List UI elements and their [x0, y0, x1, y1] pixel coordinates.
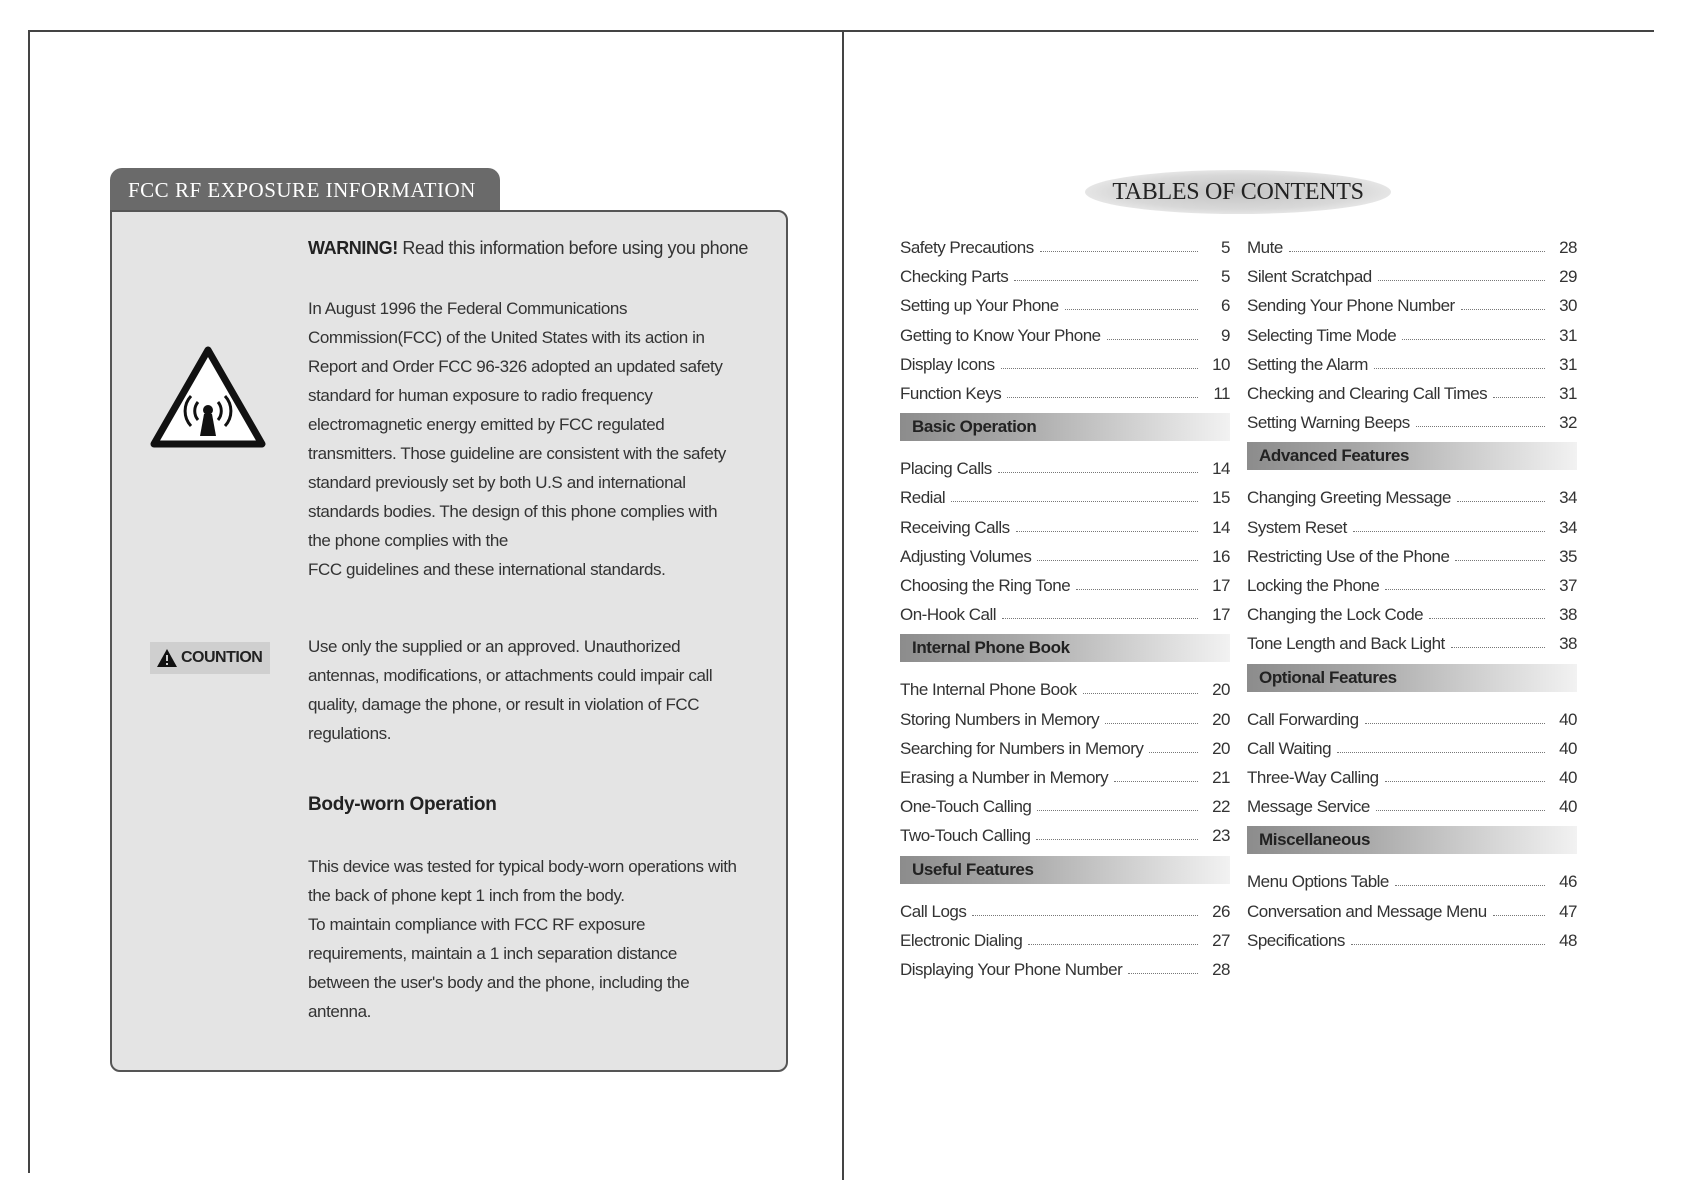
- toc-entry-page: 28: [1212, 960, 1230, 979]
- toc-leader-dots: [1149, 752, 1198, 753]
- paragraph-line: To maintain compliance with FCC RF exposure: [308, 915, 646, 934]
- toc-entry-title: Display Icons: [900, 354, 995, 374]
- toc-leader-dots: [1002, 618, 1198, 619]
- toc-leader-dots: [1395, 885, 1545, 886]
- toc-leader-dots: [998, 472, 1198, 473]
- toc-entry[interactable]: [1247, 380, 1577, 404]
- toc-leader-dots: [1451, 647, 1545, 648]
- toc-entry-title: Setting up Your Phone: [900, 296, 1059, 316]
- paragraph-line: requirements, maintain a 1 inch separation distance: [308, 944, 677, 963]
- toc-title: TABLES OF CONTENTS: [1085, 170, 1391, 214]
- toc-entry-page: 27: [1212, 930, 1230, 950]
- toc-entry-title: Three-Way Calling: [1247, 768, 1379, 787]
- paragraph-line: standard previously set by both U.S and international: [308, 473, 686, 492]
- toc-entry[interactable]: [900, 764, 1230, 788]
- toc-entry[interactable]: [1247, 409, 1577, 433]
- toc-entry[interactable]: [900, 351, 1230, 375]
- toc-entry-title: Function Keys: [900, 384, 1002, 403]
- toc-entry-title: Choosing the Ring Tone: [900, 576, 1071, 595]
- toc-entry-title: Redial: [900, 488, 946, 508]
- paragraph-line: Use only the supplied or an approved. Unauthorized: [308, 637, 681, 656]
- toc-entry[interactable]: [900, 292, 1230, 316]
- toc-leader-dots: [1376, 810, 1545, 811]
- warning-text: Read this information before using you phone: [397, 238, 749, 258]
- toc-entry-page: 40: [1559, 797, 1577, 817]
- toc-entry-page: 14: [1212, 459, 1230, 479]
- toc-entry-page: 28: [1559, 238, 1577, 257]
- toc-entry-page: 21: [1212, 768, 1230, 787]
- toc-entry-title: The Internal Phone Book: [900, 680, 1077, 700]
- toc-leader-dots: [1014, 280, 1198, 281]
- toc-entry[interactable]: [900, 484, 1230, 508]
- toc-entry-page: 31: [1559, 325, 1577, 345]
- toc-entry[interactable]: [1247, 322, 1577, 346]
- toc-leader-dots: [1385, 781, 1545, 782]
- caution-triangle-icon: [156, 648, 178, 668]
- toc-entry-title: Setting the Alarm: [1247, 354, 1368, 374]
- toc-leader-dots: [1337, 752, 1545, 753]
- toc-entry[interactable]: [900, 380, 1230, 404]
- toc-entry-page: 31: [1559, 384, 1577, 403]
- toc-leader-dots: [1028, 944, 1198, 945]
- toc-entry-title: Silent Scratchpad: [1247, 267, 1372, 287]
- toc-entry-page: 5: [1221, 238, 1230, 257]
- toc-entry-page: 22: [1212, 797, 1230, 817]
- toc-section-header: Miscellaneous: [1247, 826, 1577, 854]
- paragraph-line: In August 1996 the Federal Communications: [308, 299, 628, 318]
- paragraph-line: standard for human exposure to radio frequency: [308, 386, 653, 405]
- toc-entry[interactable]: [900, 234, 1230, 258]
- toc-entry[interactable]: [900, 706, 1230, 730]
- toc-entry-page: 15: [1212, 488, 1230, 508]
- toc-entry-title: Selecting Time Mode: [1247, 325, 1397, 345]
- toc-entry-page: 37: [1559, 576, 1577, 595]
- toc-entry-page: 20: [1212, 680, 1230, 700]
- toc-entry-title: Checking Parts: [900, 267, 1009, 287]
- toc-entry-page: 46: [1559, 872, 1577, 892]
- toc-entry-title: Getting to Know Your Phone: [900, 325, 1101, 345]
- toc-entry[interactable]: [1247, 793, 1577, 817]
- toc-entry-page: 40: [1559, 709, 1577, 729]
- toc-leader-dots: [1036, 839, 1198, 840]
- toc-leader-dots: [1416, 426, 1545, 427]
- toc-entry-title: Changing Greeting Message: [1247, 488, 1451, 508]
- toc-entry-page: 34: [1559, 488, 1577, 508]
- caution-label: COUNTION: [181, 649, 263, 666]
- toc-entry-title: Searching for Numbers in Memory: [900, 738, 1144, 758]
- toc-entry-page: 29: [1559, 267, 1577, 287]
- toc-leader-dots: [1128, 973, 1198, 974]
- toc-entry-title: Checking and Clearing Call Times: [1247, 384, 1488, 403]
- toc-entry[interactable]: [1247, 898, 1577, 922]
- toc-entry-page: 32: [1559, 413, 1577, 433]
- paragraph-line: This device was tested for typical body-worn operations with: [308, 857, 737, 876]
- toc-section-header: Useful Features: [900, 856, 1230, 884]
- fcc-paragraph: [308, 294, 778, 584]
- toc-leader-dots: [1105, 723, 1198, 724]
- toc-leader-dots: [1114, 781, 1198, 782]
- toc-entry-title: Displaying Your Phone Number: [900, 960, 1123, 979]
- toc-entry-title: Mute: [1247, 238, 1283, 257]
- toc-leader-dots: [1037, 560, 1198, 561]
- toc-entry-title: Adjusting Volumes: [900, 546, 1032, 566]
- toc-entry-page: 5: [1221, 267, 1230, 287]
- toc-section-header: Internal Phone Book: [900, 634, 1230, 662]
- toc-entry-title: Safety Precautions: [900, 238, 1034, 257]
- toc-entry-page: 34: [1559, 517, 1577, 537]
- page-divider: [842, 30, 844, 1180]
- toc-entry-title: Restricting Use of the Phone: [1247, 546, 1450, 566]
- toc-entry-title: Call Waiting: [1247, 738, 1332, 758]
- toc-entry-page: 9: [1221, 325, 1230, 345]
- paragraph-line: Commission(FCC) of the United States with its action in: [308, 328, 705, 347]
- body-worn-heading: Body-worn Operation: [308, 794, 497, 815]
- toc-leader-dots: [1455, 560, 1545, 561]
- toc-entry[interactable]: [1247, 514, 1577, 538]
- paragraph-line: the back of phone kept 1 inch from the body.: [308, 886, 625, 905]
- caution-badge: [150, 642, 270, 674]
- rf-warning-triangle-icon: [148, 344, 268, 450]
- toc-entry-page: 31: [1559, 354, 1577, 374]
- toc-entry-title: Call Logs: [900, 901, 967, 921]
- toc-leader-dots: [1429, 618, 1545, 619]
- toc-entry[interactable]: [900, 676, 1230, 700]
- toc-entry-page: 40: [1559, 768, 1577, 787]
- toc-section-header: Optional Features: [1247, 664, 1577, 692]
- toc-entry-page: 11: [1213, 384, 1230, 403]
- toc-leader-dots: [1402, 339, 1545, 340]
- toc-entry-title: One-Touch Calling: [900, 797, 1032, 817]
- toc-leader-dots: [1007, 397, 1198, 398]
- toc-entry[interactable]: [900, 543, 1230, 567]
- toc-entry[interactable]: [1247, 630, 1577, 654]
- toc-leader-dots: [951, 501, 1198, 502]
- toc-entry[interactable]: [900, 822, 1230, 846]
- toc-entry-page: 38: [1559, 634, 1577, 654]
- warning-label: WARNING!: [308, 238, 398, 258]
- toc-entry-page: 20: [1212, 709, 1230, 729]
- toc-entry[interactable]: [900, 735, 1230, 759]
- page-left-border: [28, 30, 30, 1173]
- toc-entry-page: 35: [1559, 546, 1577, 566]
- toc-entry-title: Placing Calls: [900, 459, 992, 479]
- toc-entry-title: Erasing a Number in Memory: [900, 768, 1109, 787]
- toc-entry-title: Sending Your Phone Number: [1247, 296, 1455, 316]
- toc-entry-page: 6: [1221, 296, 1230, 316]
- toc-entry[interactable]: [1247, 484, 1577, 508]
- toc-entry-title: Tone Length and Back Light: [1247, 634, 1445, 654]
- toc-leader-dots: [1365, 723, 1545, 724]
- toc-leader-dots: [1076, 589, 1198, 590]
- toc-entry-page: 26: [1212, 901, 1230, 921]
- toc-entry-page: 38: [1559, 605, 1577, 625]
- toc-leader-dots: [1040, 251, 1198, 252]
- toc-entry-title: System Reset: [1247, 517, 1347, 537]
- toc-entry[interactable]: [1247, 601, 1577, 625]
- toc-entry-title: Conversation and Message Menu: [1247, 901, 1487, 921]
- toc-leader-dots: [972, 915, 1198, 916]
- toc-entry[interactable]: [900, 263, 1230, 287]
- toc-entry-title: Changing the Lock Code: [1247, 605, 1424, 625]
- toc-leader-dots: [1353, 531, 1545, 532]
- toc-entry[interactable]: [1247, 927, 1577, 951]
- toc-entry[interactable]: [1247, 351, 1577, 375]
- toc-leader-dots: [1107, 339, 1198, 340]
- toc-leader-dots: [1493, 915, 1545, 916]
- toc-leader-dots: [1461, 309, 1545, 310]
- toc-section-header: Basic Operation: [900, 413, 1230, 441]
- paragraph-line: the phone complies with the: [308, 531, 508, 550]
- toc-entry[interactable]: [900, 455, 1230, 479]
- warning-line: [308, 234, 778, 263]
- toc-leader-dots: [1493, 397, 1545, 398]
- toc-entry-page: 48: [1559, 930, 1577, 950]
- caution-paragraph: [308, 632, 778, 748]
- toc-entry[interactable]: [1247, 706, 1577, 730]
- toc-entry-page: 14: [1212, 517, 1230, 537]
- toc-entry-title: Receiving Calls: [900, 517, 1010, 537]
- toc-entry[interactable]: [1247, 263, 1577, 287]
- toc-entry-page: 17: [1212, 576, 1230, 595]
- toc-entry[interactable]: [1247, 543, 1577, 567]
- toc-entry-page: 40: [1559, 738, 1577, 758]
- toc-leader-dots: [1016, 531, 1198, 532]
- toc-entry-title: Setting Warning Beeps: [1247, 413, 1410, 433]
- body-worn-paragraph: [308, 852, 778, 1026]
- toc-leader-dots: [1378, 280, 1545, 281]
- toc-entry-title: Two-Touch Calling: [900, 826, 1031, 846]
- toc-entry[interactable]: [1247, 735, 1577, 759]
- toc-entry[interactable]: [1247, 572, 1577, 596]
- toc-leader-dots: [1065, 309, 1198, 310]
- toc-entry-title: Locking the Phone: [1247, 576, 1380, 595]
- toc-leader-dots: [1457, 501, 1545, 502]
- toc-entry[interactable]: [900, 793, 1230, 817]
- toc-entry[interactable]: [1247, 764, 1577, 788]
- toc-entry-title: Storing Numbers in Memory: [900, 709, 1100, 729]
- toc-entry-title: Call Forwarding: [1247, 709, 1359, 729]
- toc-entry[interactable]: [900, 927, 1230, 951]
- toc-entry[interactable]: [900, 898, 1230, 922]
- toc-entry[interactable]: [900, 572, 1230, 596]
- toc-entry-page: 16: [1212, 546, 1230, 566]
- toc-entry[interactable]: [1247, 234, 1577, 258]
- toc-section-header: Advanced Features: [1247, 442, 1577, 470]
- fcc-section-tab: FCC RF EXPOSURE INFORMATION: [110, 168, 500, 212]
- toc-entry[interactable]: [900, 956, 1230, 980]
- paragraph-line: antenna.: [308, 1002, 371, 1021]
- toc-entry-title: Electronic Dialing: [900, 930, 1023, 950]
- paragraph-line: Report and Order FCC 96-326 adopted an updated safety: [308, 357, 723, 376]
- paragraph-line: quality, damage the phone, or result in violation of FCC: [308, 695, 700, 714]
- paragraph-line: regulations.: [308, 724, 392, 743]
- paragraph-line: transmitters. Those guideline are consistent with the safety: [308, 444, 726, 463]
- toc-leader-dots: [1289, 251, 1545, 252]
- toc-leader-dots: [1037, 810, 1198, 811]
- toc-leader-dots: [1374, 368, 1545, 369]
- toc-entry[interactable]: [900, 322, 1230, 346]
- paragraph-line: between the user's body and the phone, including the: [308, 973, 690, 992]
- toc-leader-dots: [1385, 589, 1545, 590]
- paragraph-line: FCC guidelines and these international standards.: [308, 560, 666, 579]
- paragraph-line: electromagnetic energy emitted by FCC regulated: [308, 415, 665, 434]
- paragraph-line: standards bodies. The design of this phone complies with: [308, 502, 718, 521]
- toc-entry-page: 47: [1559, 901, 1577, 921]
- toc-entry-title: On-Hook Call: [900, 605, 997, 625]
- toc-entry-title: Message Service: [1247, 797, 1370, 817]
- toc-entry-page: 10: [1212, 354, 1230, 374]
- toc-leader-dots: [1001, 368, 1198, 369]
- toc-entry-page: 17: [1212, 605, 1230, 625]
- toc-entry[interactable]: [1247, 292, 1577, 316]
- page-top-border: [28, 30, 1654, 32]
- paragraph-line: antennas, modifications, or attachments could impair call: [308, 666, 713, 685]
- toc-entry[interactable]: [900, 514, 1230, 538]
- toc-entry-title: Menu Options Table: [1247, 872, 1389, 892]
- toc-entry-page: 23: [1212, 826, 1230, 846]
- toc-entry-page: 30: [1559, 296, 1577, 316]
- toc-leader-dots: [1083, 693, 1198, 694]
- toc-entry-page: 20: [1212, 738, 1230, 758]
- toc-entry[interactable]: [900, 601, 1230, 625]
- toc-entry[interactable]: [1247, 868, 1577, 892]
- toc-entry-title: Specifications: [1247, 930, 1345, 950]
- toc-leader-dots: [1351, 944, 1545, 945]
